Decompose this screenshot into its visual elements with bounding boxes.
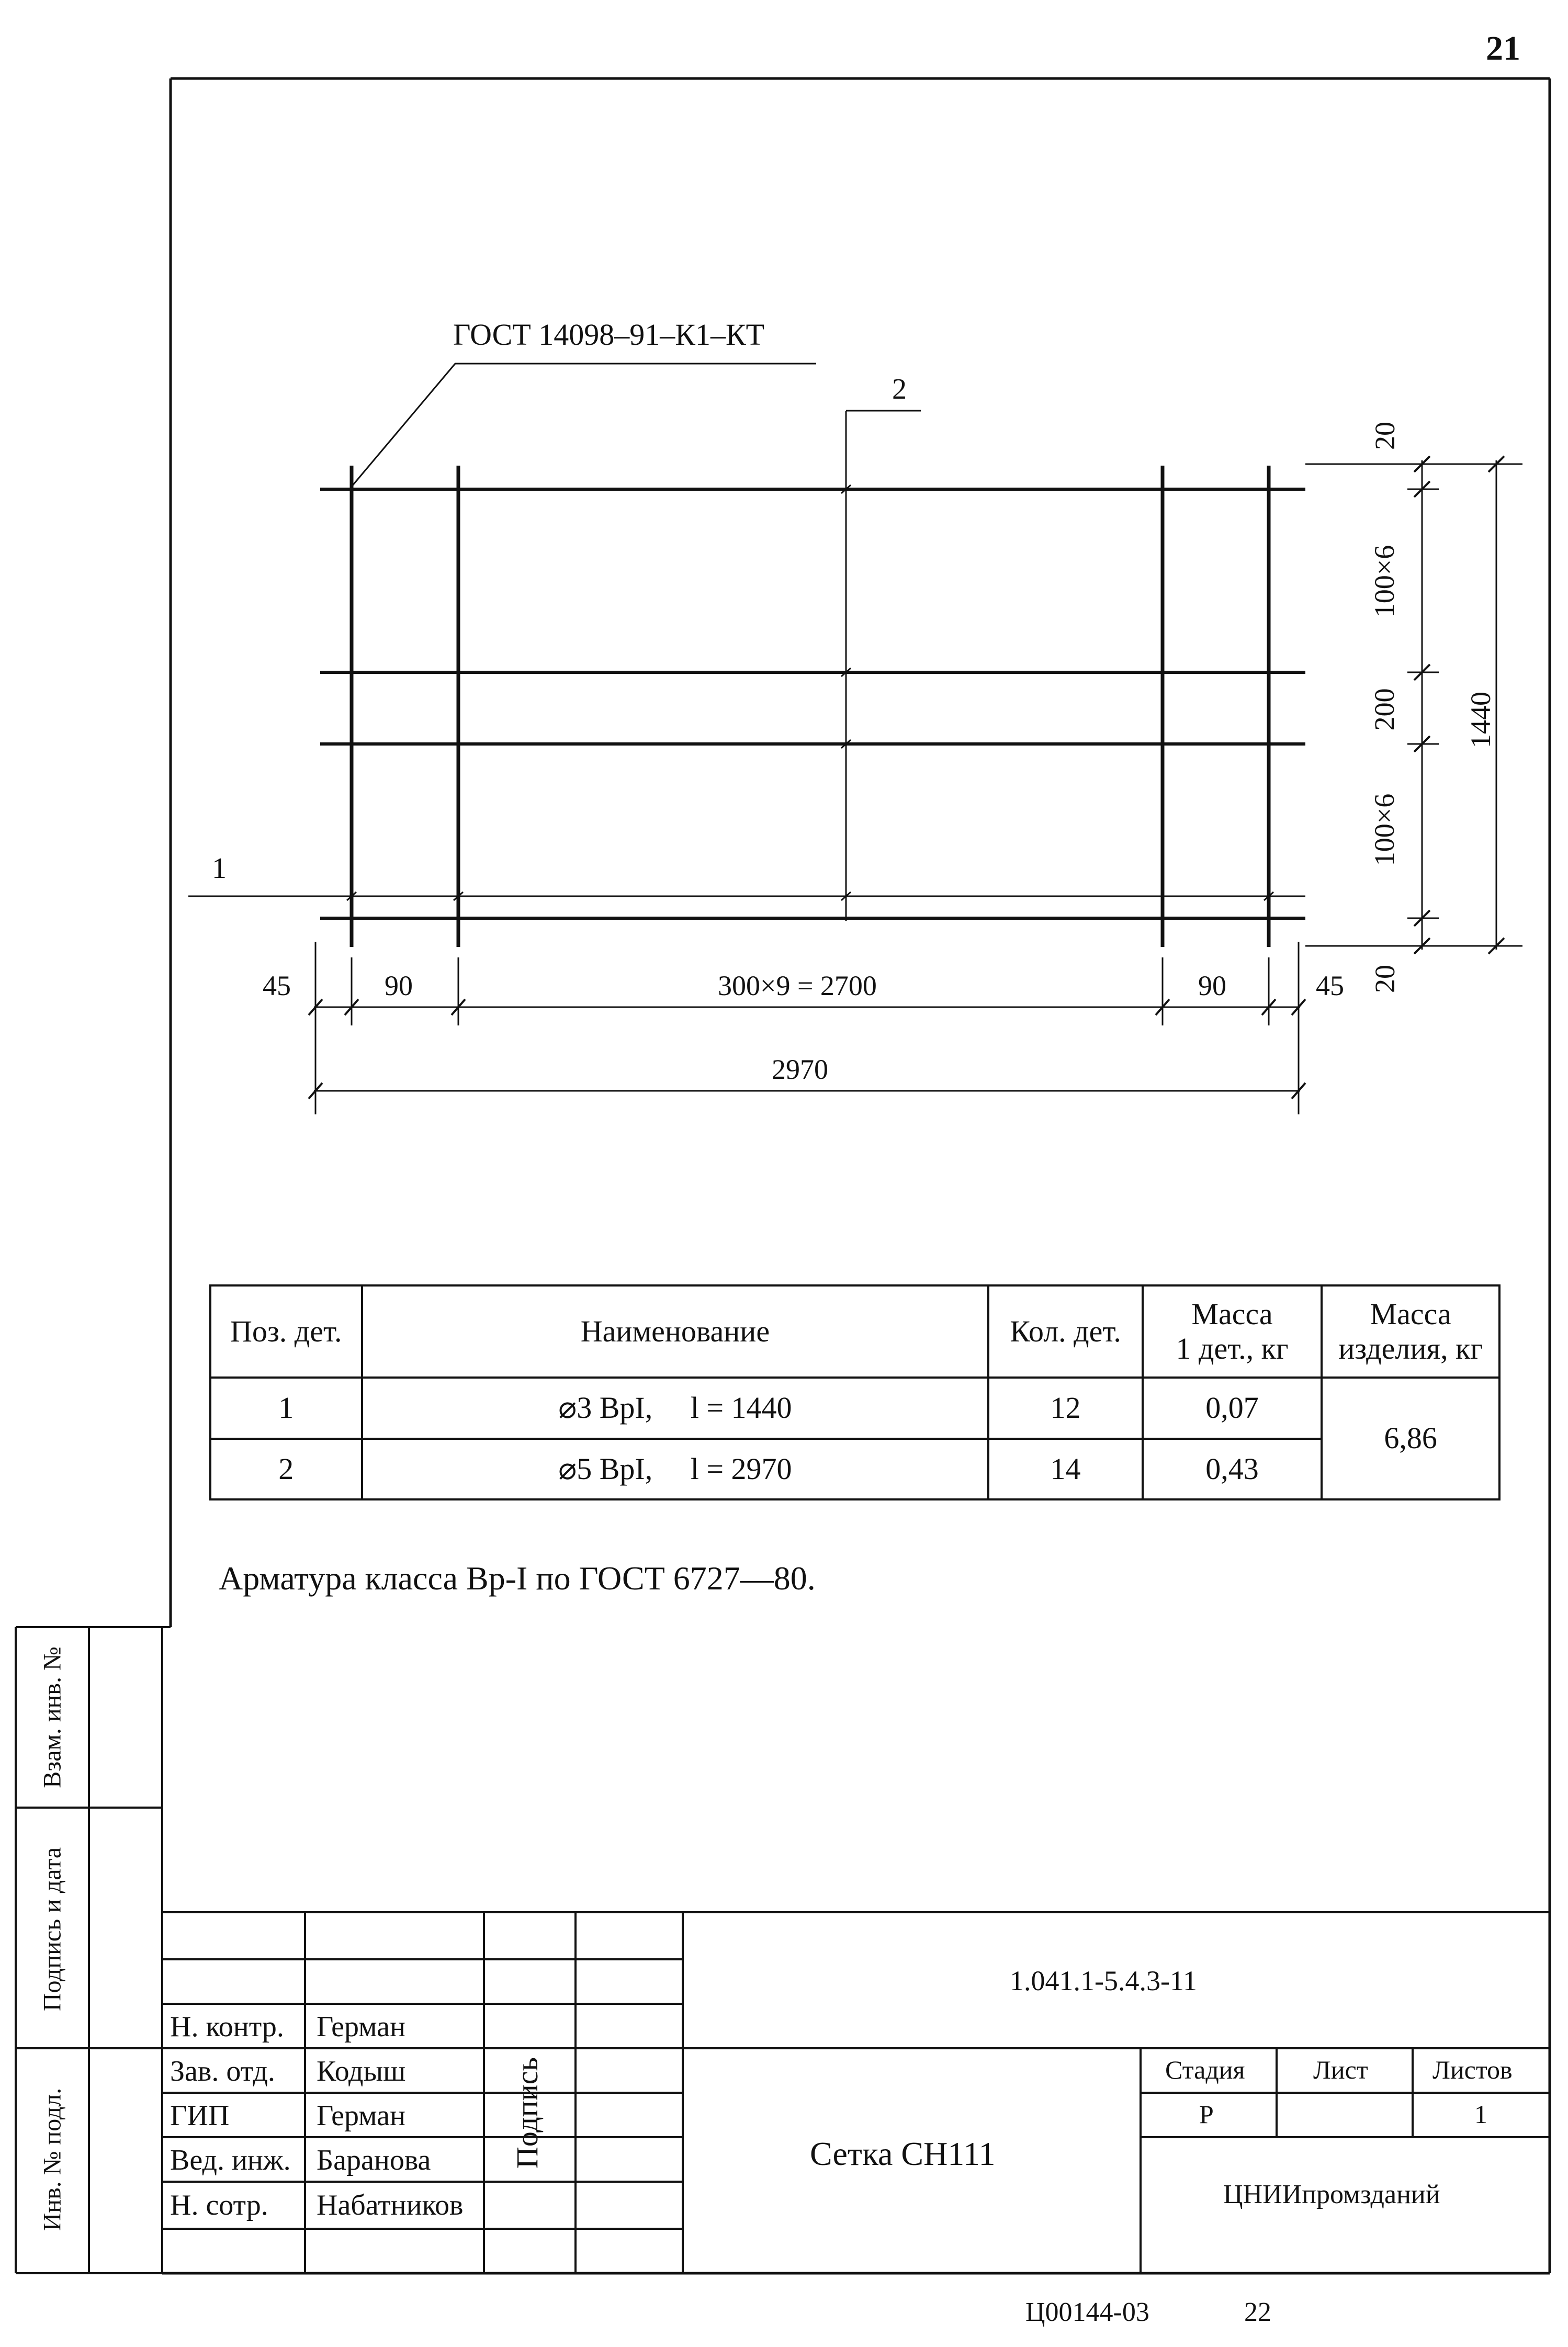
dim-45-right: 45: [1316, 970, 1344, 1001]
gost-leader: [352, 364, 455, 487]
dim-45-left: 45: [263, 970, 291, 1001]
dim-20-bottom: 20: [1369, 965, 1401, 993]
row-mass: 0,07: [1143, 1378, 1322, 1438]
row-name-length: l = 1440: [690, 1391, 792, 1425]
header-pos: Поз. дет.: [210, 1285, 362, 1378]
row-qty: 12: [988, 1378, 1143, 1438]
role-n-kontr: Н. контр.: [170, 2011, 284, 2043]
row-name-diameter: ⌀5 BpI,: [558, 1451, 653, 1486]
dim-20-top: 20: [1369, 422, 1401, 450]
role-zav-otd: Зав. отд.: [170, 2055, 275, 2088]
row-name-diameter: ⌀3 BpI,: [558, 1391, 653, 1425]
position-1-label: 1: [212, 852, 227, 885]
header-mass-total: [1322, 1285, 1499, 1378]
row-name-length: l = 2970: [690, 1451, 792, 1486]
dim-90-right: 90: [1198, 970, 1226, 1001]
role-n-sotr: Н. сотр.: [170, 2189, 268, 2221]
header-name: Наименование: [362, 1285, 989, 1378]
name-gip: Герман: [317, 2100, 405, 2132]
signature-header: Подпись: [510, 2057, 544, 2169]
horizontal-bars: [320, 489, 1305, 918]
dim-100x6-top: 100×6: [1369, 545, 1400, 618]
table-row: [210, 1378, 1499, 1438]
table-row: [210, 1439, 1499, 1499]
footer-code: Ц00144-03: [1025, 2297, 1149, 2327]
stage-header: Стадия: [1165, 2055, 1245, 2084]
header-mass-total-line2: изделия, кг: [1338, 1332, 1483, 1366]
weld-node-ticks: [347, 485, 1273, 900]
side-label-replace-inv: Взам. инв. №: [38, 1646, 66, 1788]
specification-table: [209, 1284, 1501, 1500]
row-pos: 1: [210, 1378, 362, 1438]
name-zav-otd: Кодыш: [317, 2055, 406, 2088]
header-mass-one-line1: Масса: [1191, 1296, 1273, 1331]
header-qty: Кол. дет.: [988, 1285, 1143, 1378]
dim-middle: 300×9 = 2700: [718, 970, 877, 1001]
sheet-header: Лист: [1313, 2055, 1368, 2084]
dim-100x6-bottom: 100×6: [1369, 793, 1400, 866]
side-label-sign-date: Подпись и дата: [38, 1847, 66, 2012]
sheets-header: Листов: [1432, 2055, 1513, 2084]
document-code: 1.041.1-5.4.3-11: [1010, 1965, 1197, 1996]
dim-total-height: 1440: [1465, 692, 1496, 748]
row-mass: 0,43: [1143, 1439, 1322, 1499]
gost-label: ГОСТ 14098–91–К1–КТ: [453, 318, 765, 352]
name-n-kontr: Герман: [317, 2011, 405, 2043]
name-n-sotr: Набатников: [317, 2189, 464, 2221]
footer-number: 22: [1244, 2297, 1271, 2327]
dim-total-width: 2970: [772, 1054, 828, 1085]
total-mass: 6,86: [1322, 1378, 1499, 1499]
side-label-inv-orig: Инв. № подл.: [38, 2088, 66, 2231]
role-ved-inzh: Вед. инж.: [170, 2144, 291, 2176]
dim-200: 200: [1369, 688, 1400, 731]
header-mass-total-line1: Масса: [1370, 1296, 1451, 1331]
dim-90-left: 90: [385, 970, 413, 1001]
sheets-value: 1: [1474, 2100, 1487, 2129]
row-name: [362, 1439, 989, 1499]
header-mass-one-line2: 1 дет., кг: [1176, 1332, 1289, 1366]
name-ved-inzh: Баранова: [317, 2144, 431, 2176]
product-name: Сетка СН111: [810, 2135, 996, 2172]
reinforcement-note: Арматура класса Вр-I по ГОСТ 6727—80.: [219, 1560, 816, 1597]
stage-value: Р: [1199, 2100, 1214, 2129]
header-mass-one: [1143, 1285, 1322, 1378]
position-2-label: 2: [892, 373, 907, 405]
row-pos: 2: [210, 1439, 362, 1499]
row-name: [362, 1378, 989, 1438]
page-number: 21: [1486, 29, 1520, 67]
table-header-row: [210, 1285, 1499, 1378]
role-gip: ГИП: [170, 2100, 230, 2132]
organization: ЦНИИпромзданий: [1223, 2180, 1440, 2209]
dim-extension-lines: [315, 942, 1299, 1114]
row-qty: 14: [988, 1439, 1143, 1499]
vertical-bars: [352, 466, 1269, 947]
